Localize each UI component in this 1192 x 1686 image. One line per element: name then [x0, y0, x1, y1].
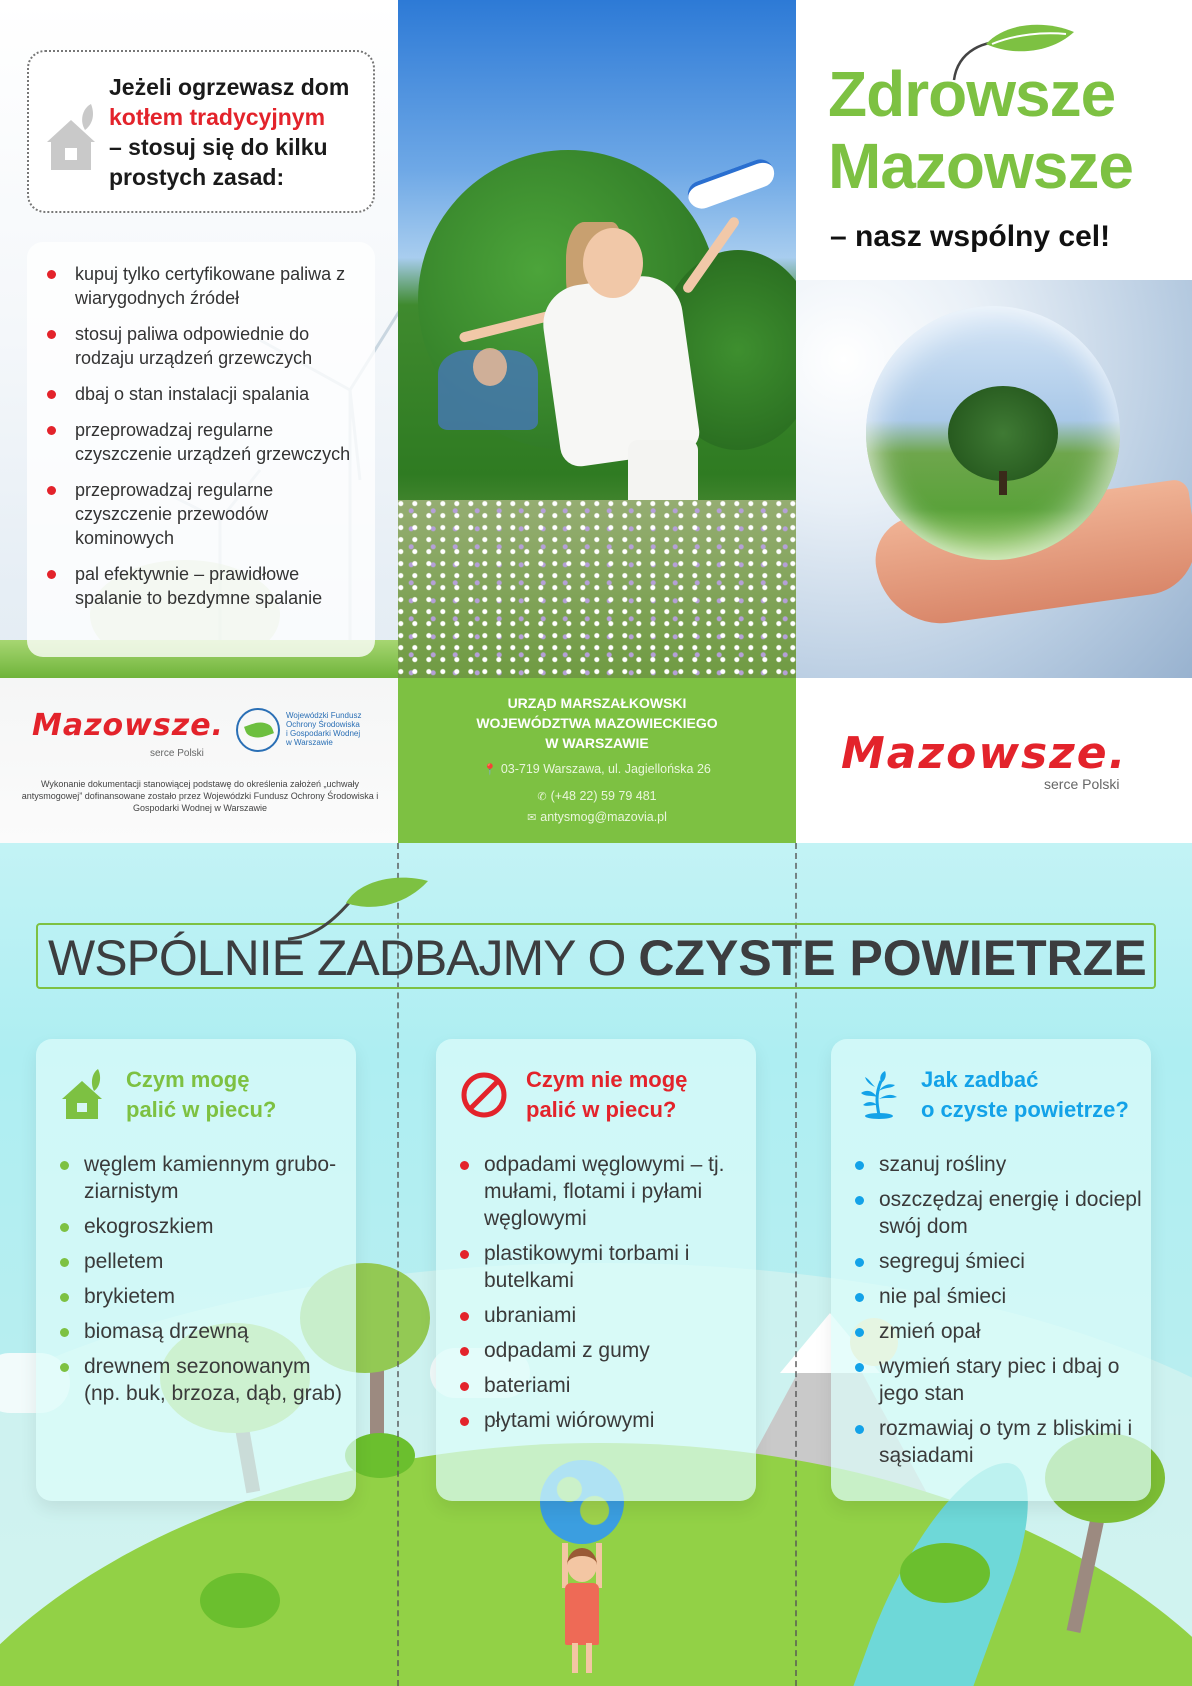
list-item: wymień stary piec i dbaj o jego stan: [855, 1353, 1145, 1407]
list-item: szanuj rośliny: [855, 1151, 1145, 1178]
list-item: bateriami: [460, 1372, 750, 1399]
card-title: Czym mogę palić w piecu?: [126, 1067, 277, 1122]
bullet-icon: [47, 270, 56, 279]
house-icon: [43, 102, 99, 172]
bullet-icon: [47, 390, 56, 399]
intro-box: [27, 50, 375, 213]
glass-globe: [866, 306, 1120, 560]
house-leaf-icon: [60, 1069, 108, 1121]
list-item: ekogroszkiem: [60, 1213, 350, 1240]
list-item: odpadami węglowymi – tj. mułami, flotami i pyłami węglowymi: [460, 1151, 750, 1232]
bullet-icon: [855, 1363, 864, 1372]
bullet-icon: [460, 1250, 469, 1259]
list-item: brykietem: [60, 1283, 350, 1310]
list-item: przeprowadzaj regularne czyszczenie urządzeń grzewczych: [47, 418, 367, 466]
list-item: pal efektywnie – prawidłowe spalanie to bezdymne spalanie: [47, 562, 367, 610]
allowed-list: [60, 1151, 350, 1415]
clean-air-tips-card: [831, 1039, 1151, 1501]
list-item: oszczędzaj energię i dociepl swój dom: [855, 1186, 1145, 1240]
right-footer: [796, 678, 1192, 843]
flower-meadow: [398, 500, 796, 678]
funding-note: Wykonanie dokumentacji stanowiącej podstawę do określenia założeń „uchwały antysmogowej” dofinansowane zostało przez Wojewódzki Fundusz Ochrony Środowiska i Gospodarki Wodnej w Warszawie: [21, 779, 379, 813]
card-title: Czym nie mogę palić w piecu?: [526, 1067, 688, 1122]
rules-list: [47, 262, 367, 622]
bullet-icon: [855, 1258, 864, 1267]
bullet-icon: [855, 1328, 864, 1337]
bullet-icon: [855, 1293, 864, 1302]
list-item: ubraniami: [460, 1302, 750, 1329]
list-item: odpadami z gumy: [460, 1337, 750, 1364]
mazowsze-logo: Mazowsze.: [841, 728, 1128, 779]
bullet-icon: [47, 426, 56, 435]
list-item: stosuj paliwa odpowiednie do rodzaju urządzeń grzewczych: [47, 322, 367, 370]
headline-banner: [36, 923, 1156, 989]
sprout-tree-icon: [855, 1069, 903, 1121]
contact-box: [398, 678, 796, 843]
list-item: przeprowadzaj regularne czyszczenie przewodów kominowych: [47, 478, 367, 550]
bullet-icon: [460, 1312, 469, 1321]
list-item: płytami wiórowymi: [460, 1407, 750, 1434]
list-item: segreguj śmieci: [855, 1248, 1145, 1275]
bullet-icon: [60, 1161, 69, 1170]
bullet-icon: [60, 1363, 69, 1372]
bullet-icon: [460, 1417, 469, 1426]
address: 📍 03-719 Warszawa, ul. Jagiellońska 26: [398, 759, 796, 780]
children-meadow-photo: [398, 0, 796, 678]
list-item: pelletem: [60, 1248, 350, 1275]
intro-line: – stosuj się do kilku: [109, 134, 328, 160]
main-title: Zdrowsze Mazowsze: [828, 58, 1133, 202]
phone[interactable]: ✆ (+48 22) 59 79 481: [398, 786, 796, 807]
bush: [200, 1573, 280, 1628]
tips-list: [855, 1151, 1145, 1477]
list-item: węglem kamiennym gruboziarnistym: [60, 1151, 350, 1205]
location-pin-icon: 📍: [483, 764, 497, 776]
toy-plane-icon: [684, 155, 778, 212]
left-footer: Mazowsze. serce Polski Wojewódzki Fundusz Ochrony Środowiska i Gospodarki Wodnej w Warszawie Wykonanie dokumentacji stanowiącej podstawę do określenia założeń „uchwały antysmogowej” dofinansowane zostało przez Wojewódzki Fundusz Ochrony Środowiska i Gospodarki Wodnej w Warszawie: [0, 678, 398, 843]
rules-card: [27, 242, 375, 657]
bush: [900, 1543, 990, 1603]
bullet-icon: [60, 1328, 69, 1337]
bullet-icon: [47, 330, 56, 339]
list-item: plastikowymi torbami i butelkami: [460, 1240, 750, 1294]
right-panel: [796, 0, 1192, 843]
bullet-icon: [855, 1425, 864, 1434]
child-figure: [567, 1548, 597, 1582]
banner-text: WSPÓLNIE ZADBAJMY O CZYSTE POWIETRZE: [48, 930, 1147, 986]
bullet-icon: [855, 1196, 864, 1205]
list-item: rozmawiaj o tym z bliskimi i sąsiadami: [855, 1415, 1145, 1469]
bullet-icon: [460, 1347, 469, 1356]
left-panel: [0, 0, 398, 843]
globe-hand-photo: [796, 280, 1192, 678]
allowed-fuels-card: [36, 1039, 356, 1501]
leaf-icon: [280, 873, 430, 943]
forbidden-fuels-card: [436, 1039, 756, 1501]
bullet-icon: [60, 1223, 69, 1232]
bullet-icon: [47, 570, 56, 579]
list-item: kupuj tylko certyfikowane paliwa z wiarygodnych źródeł: [47, 262, 367, 310]
card-title: Jak zadbać o czyste powietrze?: [921, 1067, 1129, 1122]
office-name: URZĄD MARSZAŁKOWSKI WOJEWÓDZTWA MAZOWIECKIEGO W WARSZAWIE: [476, 695, 718, 751]
list-item: drewnem sezonowanym (np. buk, brzoza, dąb, grab): [60, 1353, 350, 1407]
list-item: biomasą drzewną: [60, 1318, 350, 1345]
envelope-icon: ✉: [527, 812, 537, 824]
list-item: zmień opał: [855, 1318, 1145, 1345]
logo-tagline: serce Polski: [1044, 776, 1120, 792]
mazowsze-logo: Mazowsze. serce Polski: [32, 708, 224, 759]
tree-icon: [948, 386, 1058, 481]
intro-heading: [109, 72, 349, 192]
email-link[interactable]: ✉ antysmog@mazovia.pl: [398, 807, 796, 828]
list-item: dbaj o stan instalacji spalania: [47, 382, 367, 406]
list-item: nie pal śmieci: [855, 1283, 1145, 1310]
leaflet-inside: [0, 843, 1192, 1686]
intro-highlight: kotłem tradycyjnym: [109, 104, 326, 130]
bullet-icon: [47, 486, 56, 495]
bullet-icon: [460, 1382, 469, 1391]
bullet-icon: [855, 1161, 864, 1170]
bullet-icon: [60, 1258, 69, 1267]
bullet-icon: [460, 1161, 469, 1170]
intro-line: Jeżeli ogrzewasz dom: [109, 74, 350, 100]
subtitle: – nasz wspólny cel!: [830, 220, 1111, 253]
middle-panel: [398, 0, 796, 843]
phone-icon: ✆: [537, 791, 547, 803]
bullet-icon: [60, 1293, 69, 1302]
forbidden-list: [460, 1151, 750, 1442]
intro-line: prostych zasad:: [109, 164, 285, 190]
prohibited-icon: [460, 1069, 508, 1121]
